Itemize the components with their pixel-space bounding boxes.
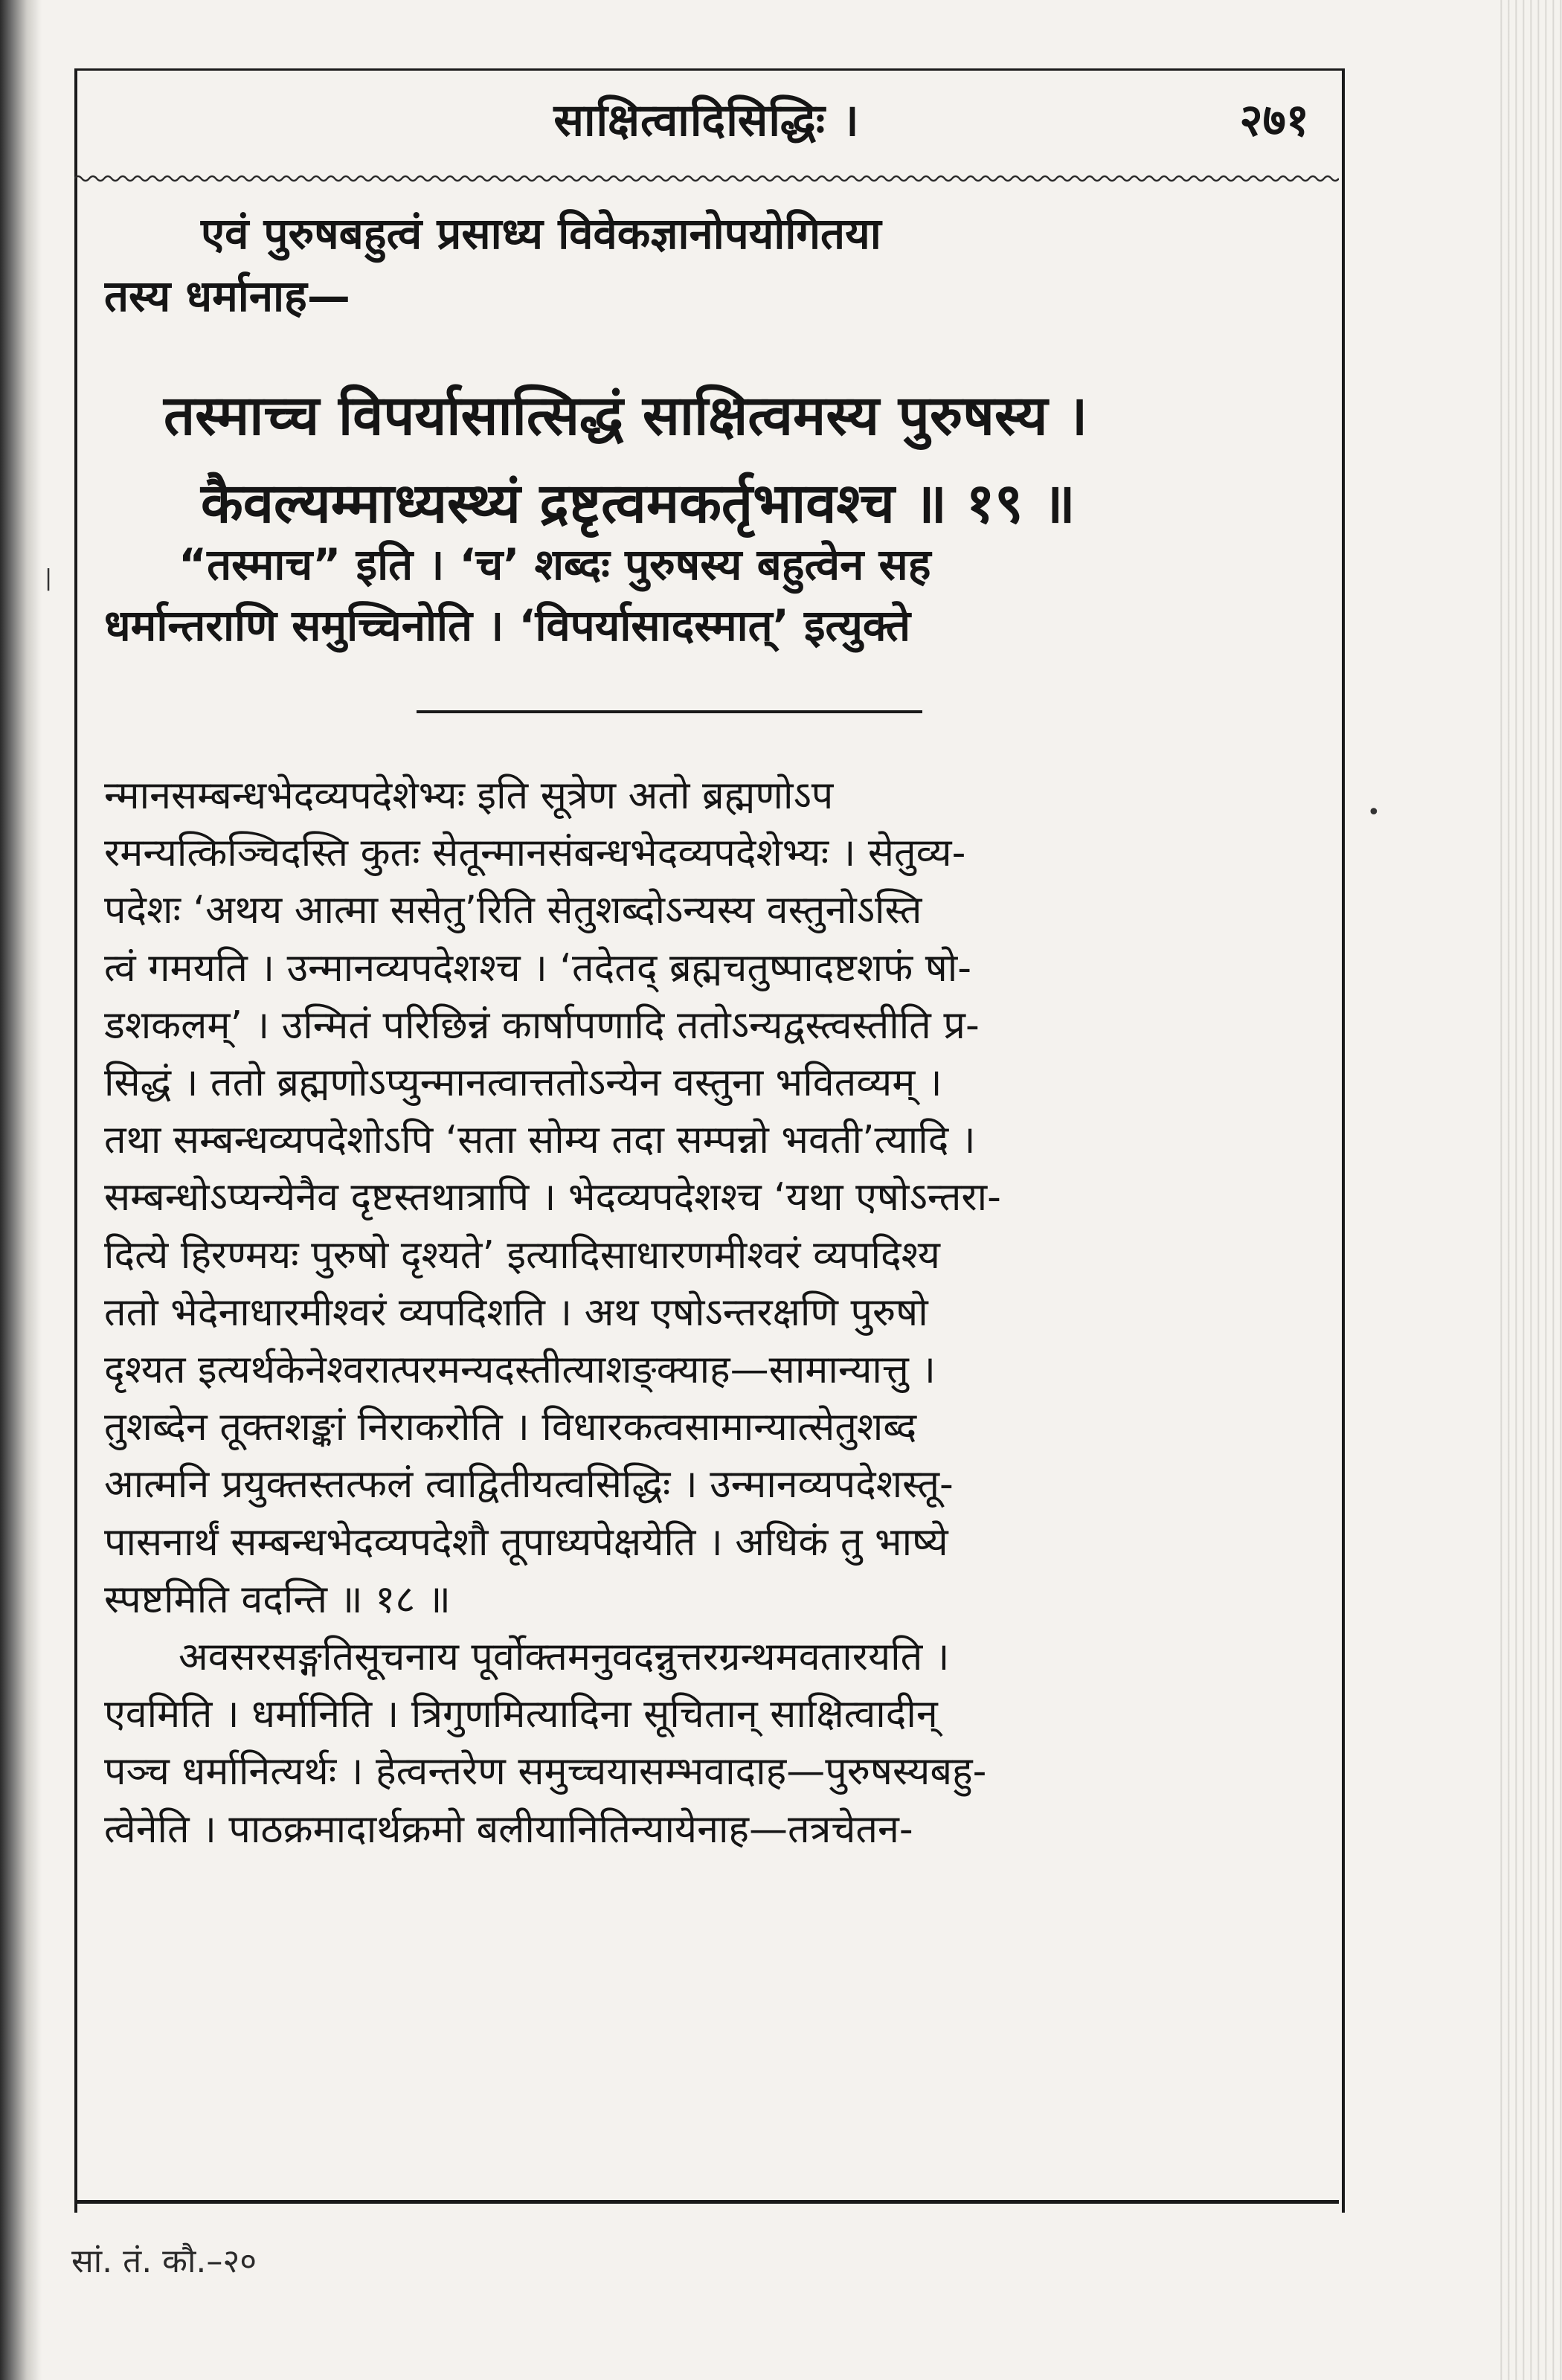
wavy-header-rule <box>74 173 1339 184</box>
footnote-line: पञ्च धर्मानित्यर्थः । हेत्वन्तरेण समुच्चयासम्भवादाह—पुरुषस्यबहु- <box>104 1749 987 1795</box>
footnote-line: दित्ये हिरण्मयः पुरुषो दृश्यते’ इत्यादिसाधारणमीश्वरं व्यपदिश्य <box>104 1232 940 1278</box>
page-edge <box>27 0 42 2380</box>
intro-line: तस्य धर्मानाह— <box>104 271 350 321</box>
intro-line: एवं पुरुषबहुत्वं प्रसाध्य विवेकज्ञानोपयोगितया <box>201 208 881 259</box>
running-header <box>74 83 1339 158</box>
karika-line: कैवल्यम्माध्यस्थ्यं द्रष्टृत्वमकर्तृभावश्च ॥ १९ ॥ <box>201 472 1076 536</box>
karika-verse <box>104 372 1309 547</box>
footnote-line: पदेशः ‘अथय आत्मा ससेतु’रिति सेतुशब्दोऽन्यस्य वस्तुनोऽस्ति <box>104 888 922 933</box>
footnote-line: पासनार्थं सम्बन्धभेदव्यपदेशौ तूपाध्यपेक्षयेति । अधिकं तु भाष्ये <box>104 1519 948 1565</box>
footnote-line: सिद्धं । ततो ब्रह्मणोऽप्युन्मानत्वात्ततोऽन्येन वस्तुना भवितव्यम् । <box>104 1061 942 1106</box>
footnote-line: अवसरसङ्गतिसूचनाय पूर्वोक्तमनुवदन्नुत्तरग्रन्थमवतारयति । <box>179 1635 950 1680</box>
footnote-line: तथा सम्बन्धव्यपदेशोऽपि ‘सता सोम्य तदा सम्पन्नो भवती’त्यादि । <box>104 1118 976 1163</box>
commentary-line: धर्मान्तराणि समुच्चिनोति । ‘विपर्यासादस्मात्’ इत्युक्ते <box>104 600 911 651</box>
footnote-text <box>104 768 1309 1859</box>
commentary-text <box>104 534 1309 656</box>
karika-line: तस्माच्च विपर्यासात्सिद्धं साक्षित्वमस्य पुरुषस्य । <box>164 384 1088 448</box>
footnote-line: न्मानसम्बन्धभेदव्यपदेशेभ्यः इति सूत्रेण अतो ब्रह्मणोऽप <box>104 774 834 818</box>
footnote-line: सम्बन्धोऽप्यन्येनैव दृष्टस्तथात्रापि । भेदव्यपदेशश्च ‘यथा एषोऽन्तरा- <box>104 1175 1001 1220</box>
intro-text <box>104 202 1309 327</box>
footnote-line: त्वेनेति । पाठक्रमादार्थक्रमो बलीयानितिन्यायेनाह—तत्रचेतन- <box>104 1807 913 1852</box>
footnote-divider <box>417 710 922 713</box>
footnote-line: तुशब्देन तूक्तशङ्कां निराकरोति । विधारकत्वसामान्यात्सेतुशब्द <box>104 1405 917 1450</box>
footnote-line: दृश्यत इत्यर्थकेनेश्वरात्परमन्यदस्तीत्याशङ्क्याह—सामान्यात्तु । <box>104 1348 936 1393</box>
bottom-rule <box>74 2200 1339 2204</box>
stacked-page-edges <box>1495 0 1562 2380</box>
footnote-line: रमन्यत्किञ्चिदस्ति कुतः सेतून्मानसंबन्धभेदव्यपदेशेभ्यः । सेतुव्य- <box>104 831 966 876</box>
footnote-line: आत्मनि प्रयुक्तस्तत्फलं त्वाद्वितीयत्वसिद्धिः । उन्मानव्यपदेशस्तू- <box>104 1462 954 1508</box>
commentary-line: “तस्माच” इति । ‘च’ शब्दः पुरुषस्य बहुत्वेन सह <box>179 539 931 590</box>
running-title: साक्षित्वादिसिद्धिः । <box>553 94 860 147</box>
footnote-line: त्वं गमयति । उन्मानव्यपदेशश्च । ‘तदेतद् ब्रह्मचतुष्पादष्टशफं षो- <box>104 945 971 991</box>
footnote-line: स्पष्टमिति वदन्ति ॥ १८ ॥ <box>104 1577 451 1622</box>
footnote-line: ततो भेदेनाधारमीश्वरं व्यपदिशति । अथ एषोऽन्तरक्षणि पुरुषो <box>104 1290 928 1335</box>
footnote-line: डशकलम्’ । उन्मितं परिछिन्नं कार्षापणादि ततोऽन्यद्वस्त्वस्तीति प्र- <box>104 1003 980 1048</box>
page-number: २७१ <box>1239 94 1309 147</box>
margin-tick: | <box>45 565 53 591</box>
margin-dot: • <box>1367 800 1381 826</box>
signature-mark: सां. तं. कौ.–२० <box>71 2242 257 2280</box>
footnote-line: एवमिति । धर्मानिति । त्रिगुणमित्यादिना सूचितान् साक्षित्वादीन् <box>104 1692 938 1737</box>
binding-shadow <box>0 0 27 2380</box>
